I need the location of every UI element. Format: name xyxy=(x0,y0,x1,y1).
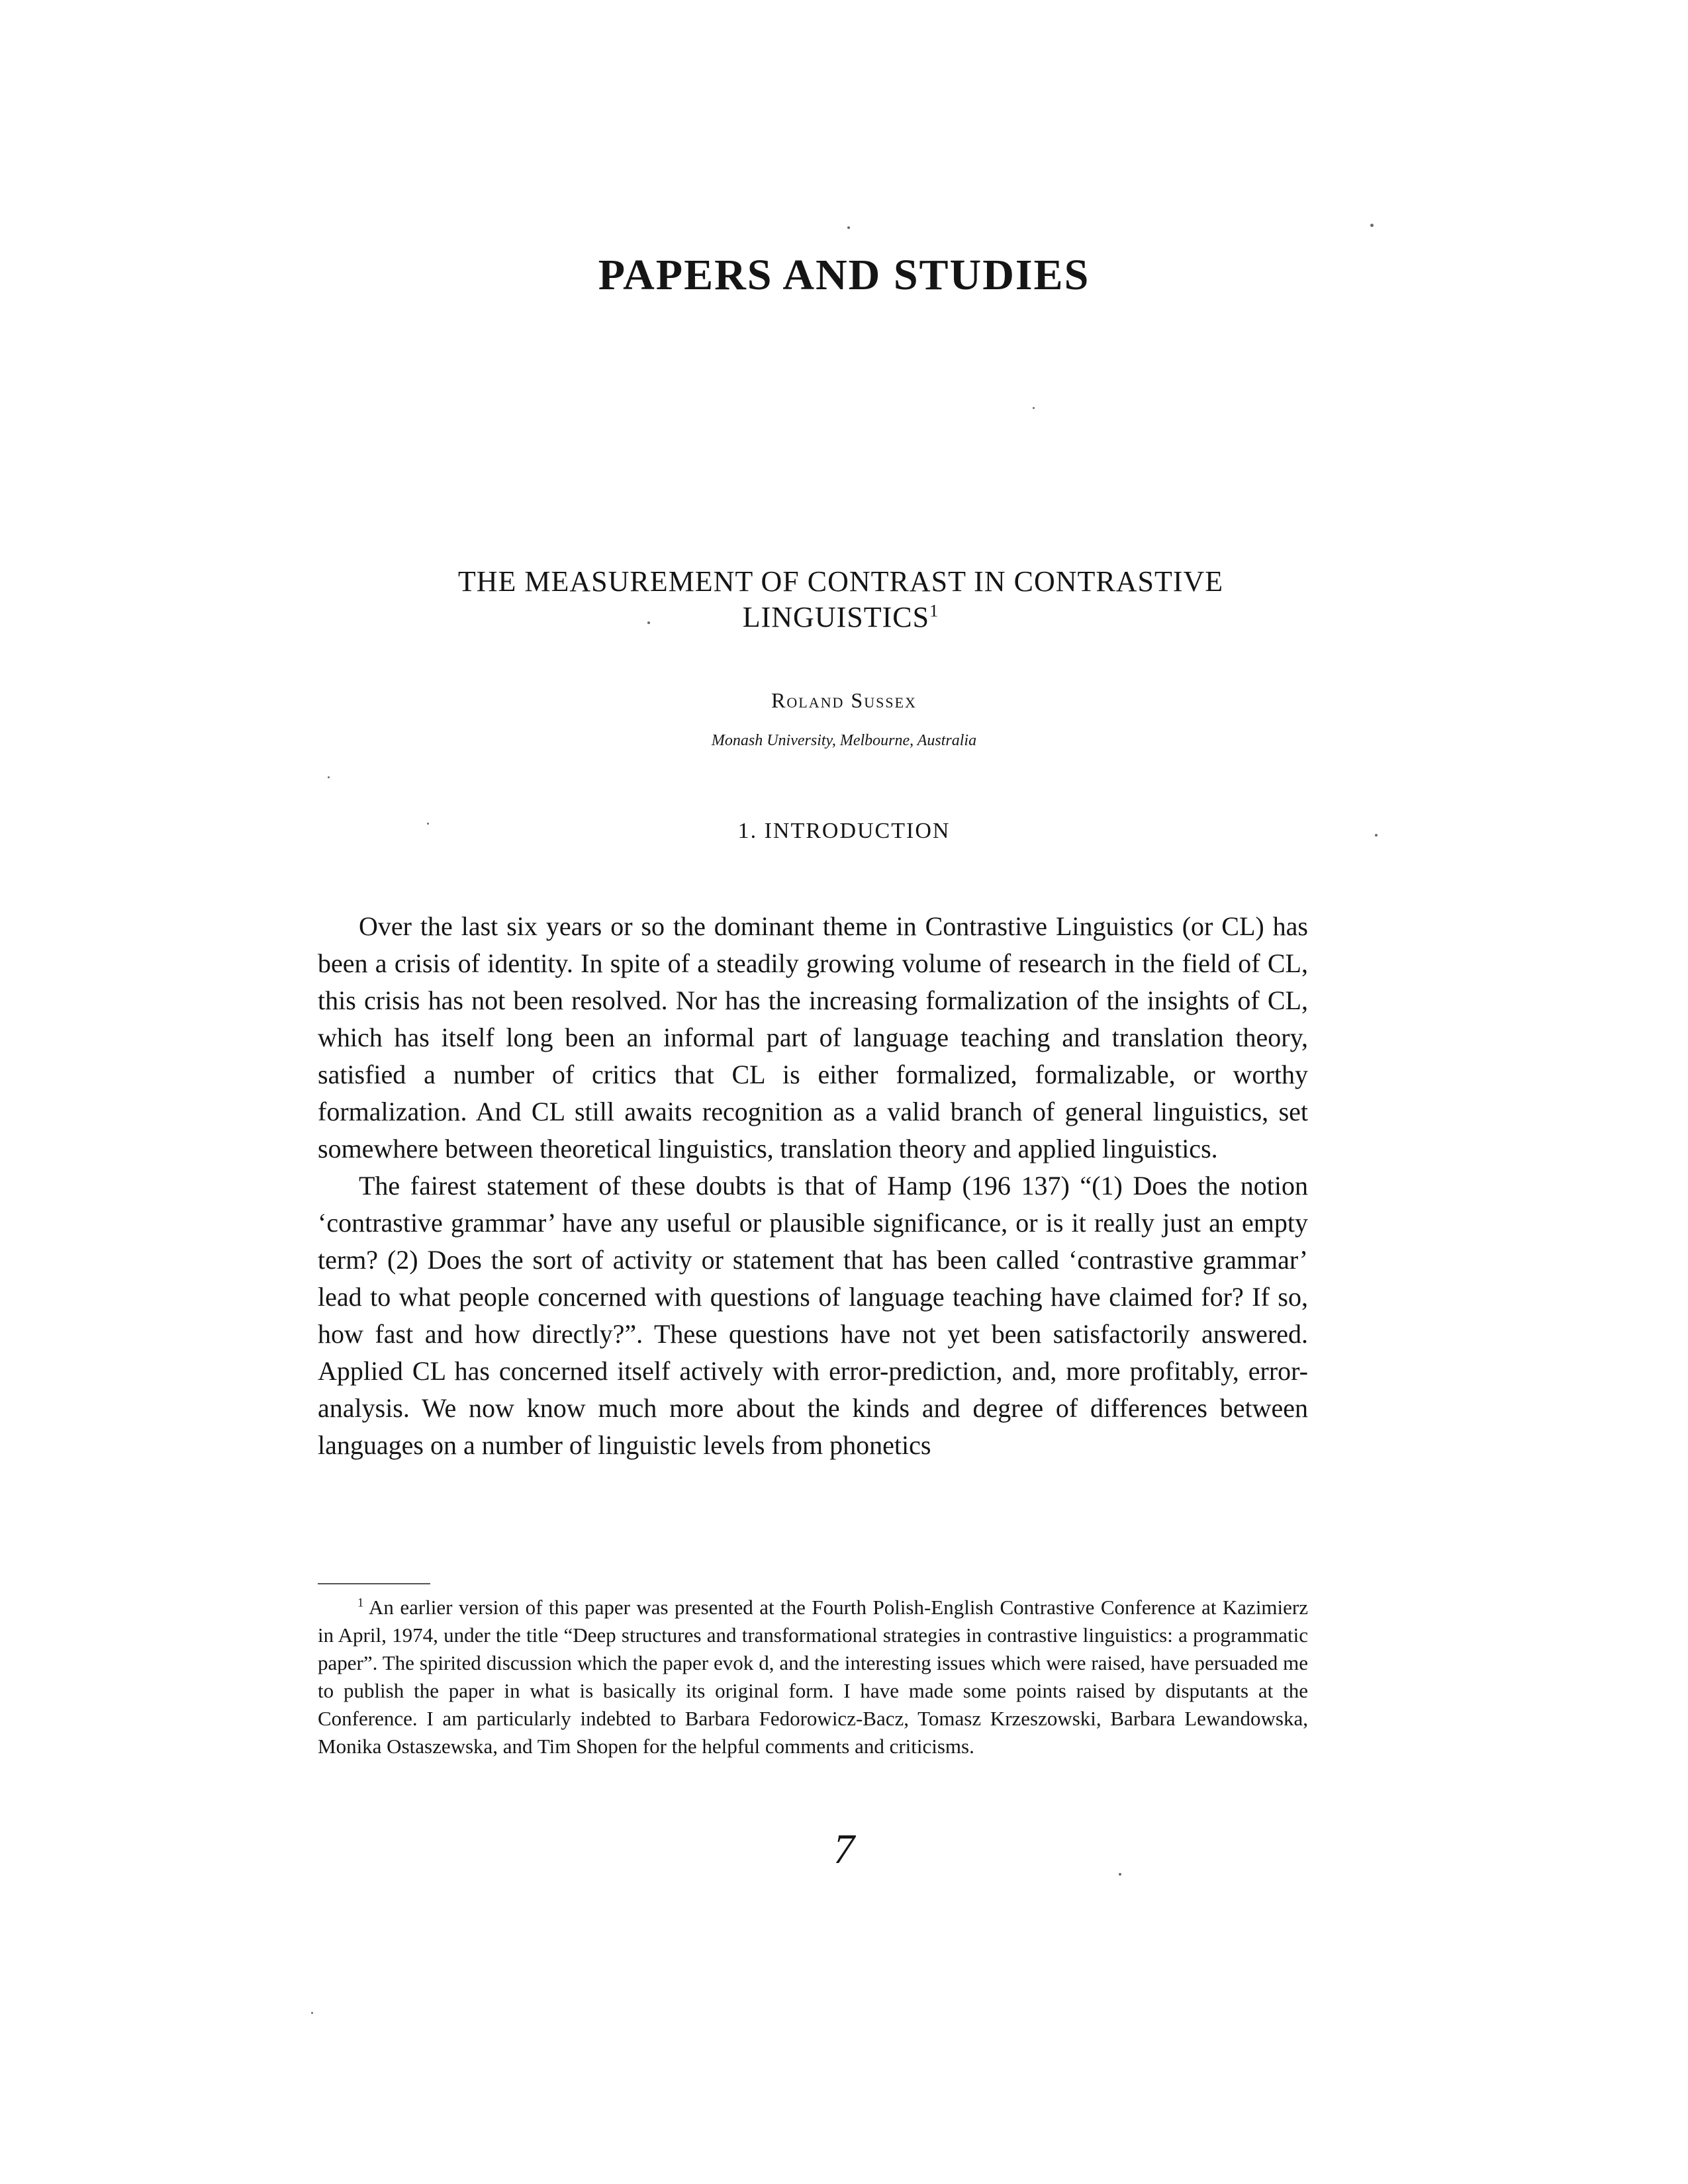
scan-speck xyxy=(647,621,650,624)
scan-speck xyxy=(427,823,429,825)
scan-speck xyxy=(847,226,850,229)
footnote-divider xyxy=(318,1583,430,1584)
author-name: Roland Sussex xyxy=(771,688,917,712)
title-footnote-mark: 1 xyxy=(929,600,939,621)
footnote xyxy=(318,1594,1308,1760)
body-text xyxy=(318,908,1308,1464)
scan-speck xyxy=(1033,407,1035,409)
scan-speck xyxy=(1370,224,1374,227)
scan-speck xyxy=(1375,834,1378,837)
body-paragraph-2: The fairest statement of these doubts is that of Hamp (196 137) “(1) Does the notion ‘contrastive grammar’ have any useful or plausible significance, or is it really just an empty term? (2) Does the sort of activity or statement that has been called ‘contrastive grammar’ lead to what people concerned with questions of language teaching have claimed for? If so, how fast and how directly?”. These questions have not yet been satisfactorily answered. Applied CL has concerned itself actively with error-prediction, and, more profitably, error-analysis. We now know much more about the kinds and degree of differences between languages on a number of linguistic levels from phonetics xyxy=(318,1171,1308,1460)
footnote-mark: 1 xyxy=(357,1596,364,1610)
article-title-text: THE MEASUREMENT OF CONTRAST IN CONTRASTIVE LINGUISTICS xyxy=(457,565,1224,633)
article-title xyxy=(371,564,1311,635)
scan-speck xyxy=(328,776,330,778)
scan-speck xyxy=(311,2012,313,2014)
page-number: 7 xyxy=(833,1825,855,1872)
section-heading: 1. INTRODUCTION xyxy=(737,819,951,843)
scan-speck xyxy=(1119,1873,1121,1876)
body-paragraph-1: Over the last six years or so the dominant theme in Contrastive Linguistics (or CL) has been a crisis of identity. In spite of a steadily growing volume of research in the field of CL, this crisis has not been resolved. Nor has the increasing formalization of the insights of CL, which has itself long been an informal part of language teaching and translation theory, satisfied a number of critics that CL is either formalized, formalizable, or worthy formalization. And CL still awaits recognition as a valid branch of general linguistics, set somewhere between theoretical linguistics, translation theory and applied linguistics. xyxy=(318,911,1308,1163)
author-affiliation: Monash University, Melbourne, Australia xyxy=(711,732,977,749)
journal-section-header: PAPERS AND STUDIES xyxy=(598,251,1090,299)
footnote-text: An earlier version of this paper was presented at the Fourth Polish-English Contrastive Conference at Kazimierz in April, 1974, under the title “Deep structures and transformational strategies in contrastive linguistics: a programmatic paper”. The spirited discussion which the paper evok d, and the interesting issues which were raised, have persuaded me to publish the paper in what is basically its original form. I have made some points raised by disputants at the Conference. I am particularly indebted to Barbara Fedorowicz-Bacz, Tomasz Krzeszowski, Barbara Lewandowska, Monika Ostaszewska, and Tim Shopen for the helpful comments and criticisms. xyxy=(318,1596,1308,1758)
